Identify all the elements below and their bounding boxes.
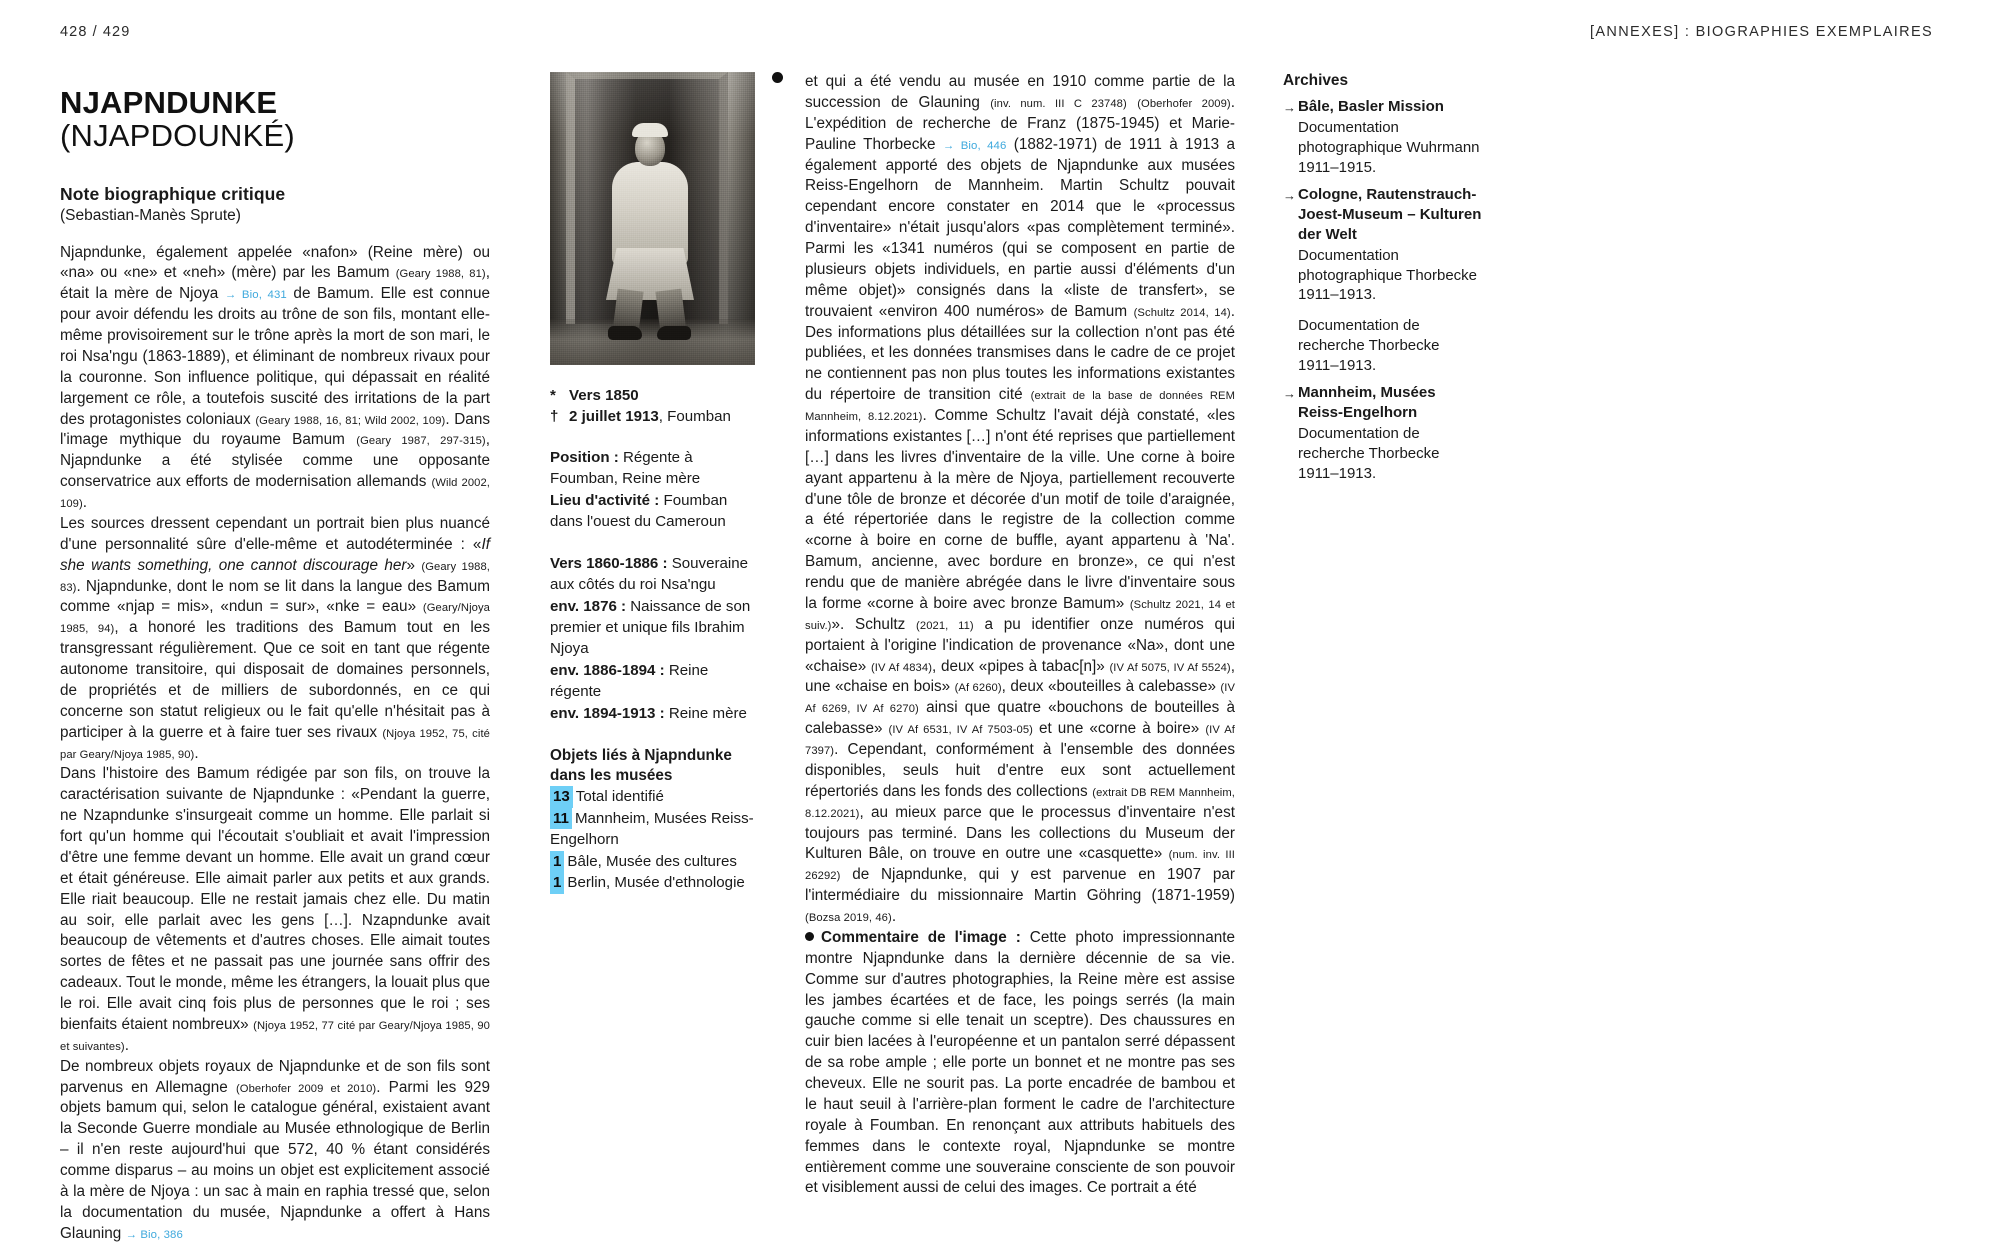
citation-ref: (Schultz 2021, 14 et suiv.)	[805, 598, 1235, 632]
object-count-row	[550, 786, 755, 807]
text-run: de Njapndunke, qui y est parvenue en 1907 par l'intermédiaire du missionnaire Martin Göhring (1871-1959)	[805, 866, 1235, 905]
body-paragraph-1	[60, 243, 490, 514]
text-run: et qui a été vendu au musée en 1910 comme partie de la succession de Glauning	[805, 73, 1235, 111]
archive-title: Mannheim, Musées Reiss-Engelhorn	[1298, 384, 1436, 422]
archive-description: Documentation de recherche Thorbecke 1911–1913.	[1298, 425, 1440, 482]
citation-ref: (Geary 1987, 297-315)	[356, 435, 486, 448]
text-run: , Njapndunke a été stylisée comme une opposante conservatrice aux efforts de modernisation allemands	[60, 431, 490, 491]
citation-ref: (extrait DB REM Mannheim, 8.12.2021)	[805, 786, 1235, 820]
timeline-label: env. 1876 :	[550, 597, 627, 615]
count-badge: 11	[550, 808, 572, 829]
section-subhead: Note biographique critique	[60, 183, 286, 204]
text-run: »	[406, 556, 416, 574]
citation-ref: (Geary 1988, 81)	[395, 268, 486, 281]
objects-list	[550, 786, 755, 893]
running-head-section: [ANNEXES] : BIOGRAPHIES EXEMPLAIRES	[1590, 24, 1933, 40]
citation-ref: (IV Af 5075, IV Af 5524)	[1109, 661, 1231, 674]
timeline-label: env. 1894-1913 :	[550, 704, 665, 722]
text-run: De nombreux objets royaux de Njapndunke et de son fils sont parvenus en Allemagne	[60, 1057, 490, 1096]
citation-ref: (Bozsa 2019, 46)	[805, 912, 892, 924]
citation-ref: (Geary 1988, 16, 81; Wild 2002, 109)	[255, 414, 446, 427]
cross-reference-link[interactable]: → Bio, 446	[942, 139, 1007, 152]
text-run: , deux «bouteilles à calebasse»	[1001, 678, 1216, 696]
count-label: Berlin, Musée d'ethnologie	[567, 874, 745, 892]
page-title-main: NJAPNDUNKE	[60, 85, 278, 120]
cross-reference-link[interactable]: → Bio, 386	[125, 1228, 183, 1241]
portrait-photograph	[550, 72, 755, 365]
count-badge: 1	[550, 851, 564, 872]
citation-ref: (IV Af 6531, IV Af 7503-05)	[888, 724, 1034, 737]
text-run: .	[891, 908, 897, 925]
activity-row	[550, 490, 755, 533]
text-run: .	[82, 494, 88, 512]
citation-ref: (Geary/Njoya 1985, 94)	[60, 602, 490, 636]
text-run: ». Schultz	[831, 615, 906, 633]
arrow-right-icon: →	[1283, 386, 1296, 402]
birth-symbol-icon: *	[550, 387, 556, 404]
activity-value: Foumban dans l'ouest du Cameroun	[550, 491, 728, 531]
body-paragraph-3	[60, 764, 490, 1056]
timeline-entry	[550, 553, 755, 596]
citation-ref: (Schultz 2014, 14)	[1133, 306, 1231, 319]
text-run: . Parmi les 929 objets bamum qui, selon le catalogue général, existaient avant la Seconde Guerre mondiale au Musée ethnologique de Berlin – il n'en reste aujourd'hui que 572, 40 % étant considérés comme disparus – au moins un objet est explicitement associé à la mère de Njoya : un sac à main en raphia tressé que, selon la documentation du musée, Njapndunke a offert à Hans Glauning	[60, 1078, 491, 1242]
archive-title: Cologne, Rautenstrauch-Joest-Museum – Kulturen der Welt	[1298, 185, 1482, 243]
column-sidebar-archives	[1283, 72, 1483, 484]
timeline-label: env. 1886-1894 :	[550, 661, 665, 679]
death-date: 2 juillet 1913	[569, 407, 659, 425]
position-value: Régente à Foumban, Reine mère	[550, 449, 701, 488]
body-paragraph-4	[60, 1057, 490, 1245]
column-left	[60, 72, 490, 1245]
text-run: . Dans l'image mythique du royaume Bamum	[60, 410, 490, 449]
body-paragraph-2	[60, 514, 490, 765]
activity-label: Lieu d'activité :	[550, 491, 660, 509]
text-run: Les sources dressent cependant un portrait bien plus nuancé d'une personnalité sûre d'elle-même et autodéterminée : «	[60, 514, 490, 553]
object-count-row	[550, 808, 755, 851]
death-line	[550, 407, 755, 428]
timeline-value: Reine régente	[550, 661, 709, 701]
text-run: ainsi que quatre «bouchons de bouteilles à calebasse»	[805, 699, 1235, 738]
count-label: Total identifié	[575, 788, 664, 806]
caption-dates	[550, 386, 755, 427]
citation-ref: (Njoya 1952, 77 cité par Geary/Njoya 1985, 90 et suivantes)	[60, 1019, 490, 1053]
timeline-entry	[550, 596, 755, 660]
timeline-value: Souveraine aux côtés du roi Nsa'ngu	[550, 554, 749, 594]
image-comment-text: Cette photo impressionnante montre Njapndunke dans la dernière décennie de sa vie. Comme sur d'autres photographies, la Reine mère est assise les jambes écartées et de face, les poings serrés (la main gauche comme si elle tenait un sceptre). Des chaussures en cuir bien lacées à l'européenne et un pantalon serré dépassent de sa robe ample ; elle porte un bonnet et ne montre pas ses cheveux. Elle ne sourit pas. La porte encadrée de bambou et le haut seuil à l'arrière-plan forment le cadre de l'architecture royale à Foumban. En renonçant aux attributs habituels des femmes dans le contexte royal, Njapndunke se montre entièrement comme une souveraine consciente de son pouvoir et visiblement aussi de celui des images. Ce portrait a été	[805, 928, 1236, 1197]
count-badge: 13	[550, 786, 573, 807]
running-head	[60, 24, 1933, 50]
citation-ref: (2021, 11)	[916, 619, 974, 632]
birth-date: Vers 1850	[569, 387, 639, 404]
bullet-dot-icon	[805, 932, 814, 941]
image-comment-marker-dot	[772, 72, 783, 83]
timeline-value: Reine mère	[668, 704, 747, 722]
citation-ref: (Njoya 1952, 75, cité par Geary/Njoya 1985, 90)	[60, 727, 490, 761]
image-comment-label: Commentaire de l'image :	[821, 928, 1021, 946]
citation-ref: (Geary 1988, 83)	[60, 560, 490, 594]
object-count-row	[550, 872, 755, 893]
citation-ref: (IV Af 7397)	[805, 724, 1236, 757]
archive-entry-basel[interactable]	[1283, 97, 1483, 178]
quoted-italic: If she wants something, one cannot discourage her	[60, 535, 490, 574]
archive-title: Bâle, Basler Mission	[1298, 98, 1444, 115]
text-run: . Cependant, conformément à l'ensemble des données disponibles, seuls huit d'entre eux sont actuellement répertoriés dans les fonds des collections	[805, 741, 1235, 800]
birth-line	[550, 386, 755, 407]
archive-entry-mannheim[interactable]	[1283, 383, 1483, 484]
text-run: , une «chaise en bois»	[805, 657, 1235, 696]
timeline-entry	[550, 703, 755, 724]
text-run: et une «corne à boire»	[1039, 720, 1200, 738]
arrow-right-icon: →	[1283, 100, 1296, 115]
column-grid	[60, 72, 1933, 1245]
main-paragraph-1	[805, 72, 1235, 928]
text-run: . Njapndunke, dont le nom se lit dans la langue des Bamum comme «njap = mis», «ndun = sur», «nke = eau»	[60, 577, 490, 616]
text-run: .	[194, 744, 199, 762]
image-comment-paragraph	[805, 928, 1235, 1199]
page-title-alt: (NJAPDOUNKÉ)	[60, 118, 295, 154]
photo-grain-overlay	[550, 72, 755, 365]
count-label: Bâle, Musée des cultures	[567, 852, 737, 870]
citation-ref: (IV Af 4834)	[870, 661, 933, 674]
folio-page-numbers: 428 / 429	[60, 24, 131, 40]
archives-heading: Archives	[1283, 72, 1349, 89]
text-run: , au mieux parce que le processus d'inventaire n'est toujours pas terminé. Dans les collections du Museum der Kulturen Bâle, on trouve en outre une «casquette»	[805, 803, 1235, 863]
death-place: , Foumban	[658, 407, 731, 425]
citation-ref: (num. inv. III 26292)	[805, 849, 1235, 883]
objects-heading: Objets liés à Njapndunke dans les musées	[550, 747, 732, 785]
text-run: (1882-1971) de 1911 à 1913 a également apporté des objets de Njapndunke aux musées Reiss-Engelhorn de Mannheim. Martin Schultz pouvait cependant encore constater en 2014 que le «processus d'inventaire» n'était jusqu'alors «pas complètement terminé». Parmi les «1341 numéros (qui se composent en partie de plusieurs objets individuels, en partie aussi d'éléments d'un même objet)» consignés dans la «liste de transfert», se trouvaient «environ 400 numéros» de Bamum	[805, 135, 1235, 320]
text-run: , deux «pipes à tabac[n]»	[932, 657, 1105, 675]
timeline-entry	[550, 660, 755, 703]
text-run: . L'expédition de recherche de Franz (1875-1945) et Marie-Pauline Thorbecke	[805, 93, 1235, 153]
text-run: a pu identifier onze numéros qui portaient à l'origine l'indication de provenance «Na», dont une «chaise»	[805, 615, 1235, 675]
object-count-row	[550, 851, 755, 872]
count-badge: 1	[550, 872, 564, 893]
photo-wrapper	[550, 72, 755, 365]
text-run: , a honoré les traditions des Bamum tout en les transgressant régulièrement. Que ce soit en tant que régente autonome transitoire, qui disposait de domaines personnels, de propriétés et de milliers de subordonnés, en ce qui concerne son statut religieux ou le fait qu'elle n'hésitait pas à participer à la guerre et à faire tuer ses rivaux	[60, 619, 490, 741]
citation-ref: (Oberhofer 2009)	[1137, 97, 1231, 110]
column-main-text	[805, 72, 1235, 1199]
text-run: .	[124, 1036, 129, 1054]
archive-description: Documentation photographique Wuhrmann 1911–1915.	[1298, 118, 1480, 176]
caption-position-block	[550, 447, 755, 533]
column-middle	[550, 72, 755, 894]
citation-ref: (inv. num. III C 23748)	[990, 97, 1127, 110]
citation-ref: (Af 6260)	[954, 682, 1002, 695]
arrow-right-icon: →	[1283, 187, 1296, 203]
position-row	[550, 447, 755, 490]
page-title	[60, 86, 490, 153]
citation-ref: (Wild 2002, 109)	[60, 477, 490, 511]
timeline-value: Naissance de son premier et unique fils Ibrahim Njoya	[550, 597, 751, 658]
citation-ref: (extrait de la base de données REM Mannheim, 8.12.2021)	[805, 390, 1235, 423]
caption-timeline	[550, 553, 755, 724]
text-run: de Bamum. Elle est connue pour avoir défendu les droits au trône de son fils, montant elle-même provisoirement sur le trône après la mort de son mari, le roi Nsa'ngu (1863-1889), et éliminant de nombreux rivaux pour la couronne. Son influence politique, qui dépassait en réalité largement ce rôle, a toutefois suscité des irritations de la part des protagonistes coloniaux	[60, 285, 490, 428]
citation-ref: (IV Af 6269, IV Af 6270)	[805, 682, 1236, 716]
cross-reference-link[interactable]: → Bio, 431	[224, 289, 287, 302]
position-label: Position :	[550, 449, 619, 467]
author-byline: (Sebastian-Manès Sprute)	[60, 206, 241, 224]
text-run: . Comme Schultz l'avait déjà constaté, «les informations existantes […] n'ont été reprises que partiellement […] dans les livres d'inventaire de la ville. Une corne à boire ayant appartenu à la mère de Njoya, partiellement recouverte d'une tôle de bronze et décorée d'un motif de toile d'araignée, a été répertoriée dans le registre de la collection comme «corne à boire en corne de buffle, ayant appartenu à 'Na'. Bamum, ancienne, avec bordure en bronze», ce qui n'est rendu que de manière abrégée dans le livre d'inventaire sous la forme «corne à boire avec bronze Bamum»	[805, 407, 1235, 612]
text-run: Dans l'histoire des Bamum rédigée par son fils, on trouve la caractérisation suivante de Njapndunke : «Pendant la guerre, ne Nzapndunke s'insurgeait comme un homme. Elle parlait si fort qu'un homme qui l'écoutait s'oubliait et avait l'impression d'être une femme devant un homme. Elle avait un grand cœur et était généreuse. Elle aimait parler aux petits et aux grands. Elle riait beaucoup. Elle ne restait jamais chez elle. Du matin au soir, elle parlait avec les gens […]. Nzapndunke avait beaucoup de vêtements et d'autres choses. Elle aimait toutes sortes de fêtes et ne passait pas une journée sans offrir des cadeaux. Tout le monde, même les étrangers, la louait plus que le roi. Elle avait cinq fois plus de personnes que le roi ; ses bienfaits étaient nombreux»	[60, 765, 490, 1033]
text-run: Njapndunke, également appelée «nafon» (Reine mère) ou «na» ou «ne» et «neh» (mère) par les Bamum	[60, 243, 490, 282]
text-run: . Des informations plus détaillées sur la collection n'ont pas été publiées, et les données transmises dans le cadre de ce projet ne contiennent pas non plus toutes les informations existantes du répertoire de transition cité	[805, 302, 1235, 404]
archive-description: Documentation photographique Thorbecke 1911–1913.	[1298, 246, 1478, 304]
archive-entry-cologne[interactable]	[1283, 185, 1483, 376]
text-run: , était la mère de Njoya	[60, 264, 490, 303]
count-label: Mannheim, Musées Reiss-Engelhorn	[550, 809, 754, 849]
death-symbol-icon: †	[550, 407, 559, 425]
citation-ref: (Oberhofer 2009 et 2010)	[235, 1082, 377, 1095]
timeline-label: Vers 1860-1886 :	[550, 554, 668, 572]
archive-description: Documentation de recherche Thorbecke 1911–1913.	[1298, 317, 1440, 375]
